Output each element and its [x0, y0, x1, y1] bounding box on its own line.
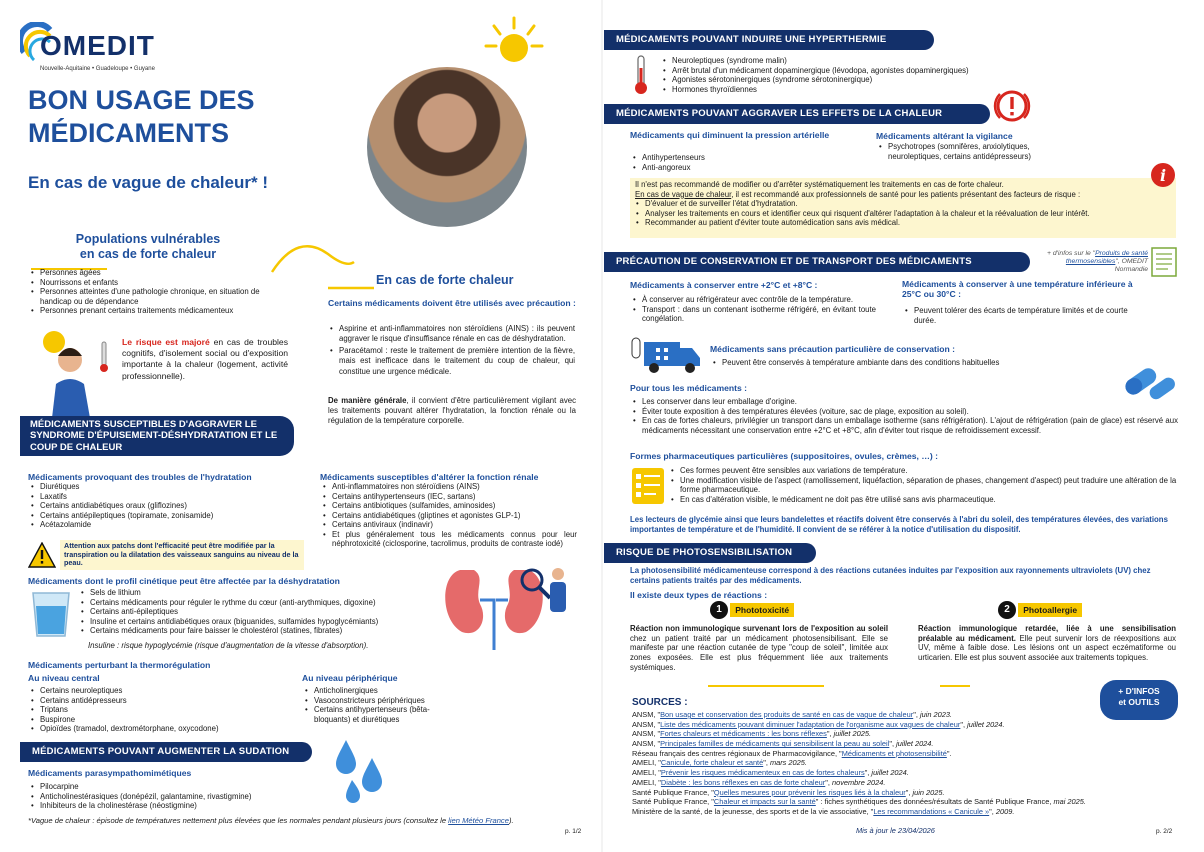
source-date: juillet 2024.	[871, 768, 909, 778]
source-suffix: ",	[889, 739, 897, 749]
photoallergy-desc: Elle peut survenir lors de réexpositions aux UV, même à faible dose. Les lésions ont un aspect eczématiforme ou urticarien. Elle est plus souvent associée aux traitements topiques.	[918, 633, 1176, 663]
source-prefix: ANSM, "	[632, 739, 661, 749]
source-date: juillet 2024.	[896, 739, 934, 749]
source-suffix: " : fiches synthétiques des données/résultats de Santé Publique France,	[815, 797, 1054, 807]
phototoxicity-text	[630, 624, 888, 673]
sweat-drops-icon	[330, 738, 394, 808]
footnote	[28, 816, 514, 825]
list-item: • Inhibiteurs de la cholinestérase (néostigmine)	[30, 801, 330, 811]
page-number-2: p. 2/2	[1156, 828, 1173, 835]
central-title: Au niveau central	[28, 673, 100, 683]
alert-circle-icon	[992, 86, 1032, 126]
insulin-note: Insuline : risque hypoglycémie (risque d'augmentation de la vitesse d'absorption).	[88, 641, 369, 650]
forms-list	[670, 466, 1178, 504]
list-item: • Laxatifs	[30, 492, 290, 502]
list-item: • Analyser les traitements en cours et identifier ceux qui risquent d'altérer l'adaptation à la chaleur et la réévaluation de leur intérêt.	[635, 209, 1171, 219]
list-item: • En cas d'altération visible, le médicament ne doit pas être utilisé sans avis pharmaceutique.	[670, 495, 1178, 505]
source-link[interactable]: Les recommandations « Canicule »	[873, 806, 990, 816]
vulnerable-title-1: Populations vulnérables	[75, 232, 221, 246]
peripheral-title: Au niveau périphérique	[302, 673, 398, 683]
list-item: • D'évaluer et de surveiller l'état d'hydratation.	[635, 199, 1171, 209]
medical-delivery-truck-icon	[630, 336, 702, 376]
list-item: • Certains antihypertenseurs (IEC, sartans)	[322, 492, 577, 502]
list-item: • Diurétiques	[30, 482, 290, 492]
pa-title: Médicaments qui diminuent la pression artérielle	[630, 130, 830, 140]
warning-icon	[28, 542, 56, 568]
source-suffix: ",	[905, 787, 913, 797]
source-prefix: AMELI, "	[632, 768, 661, 778]
source-link[interactable]: Bon usage et conservation des produits de santé en cas de vague de chaleur	[660, 710, 914, 719]
list-item: • Recommander au patient d'éviter toute automédication sans avis médical.	[635, 218, 1171, 228]
source-prefix: Santé Publique France, "	[632, 797, 714, 807]
list-item: • Anti-inflammatoires non stéroïdiens (AINS)	[322, 482, 577, 492]
list-item: • Paracétamol : reste le traitement de première intention de la fièvre, mais est inefficace dans le traitement du coup de chaleur, qui constitue une urgence médicale.	[329, 346, 575, 376]
source-item	[632, 729, 1180, 739]
list-item: • Agonistes sérotoninergiques (syndrome sérotoninergique)	[662, 75, 1082, 85]
kidneys-icon	[440, 560, 570, 650]
source-prefix: ANSM, "	[632, 729, 661, 739]
kinetic-title: Médicaments dont le profil cinétique peut être affectée par la déshydratation	[28, 576, 340, 586]
peripheral-list	[304, 686, 464, 724]
infos-pre: + d'infos sur le "	[1046, 250, 1096, 257]
list-item: • En cas de fortes chaleurs, privilégier un transport dans un emballage isotherme (sans réfrigération). L'ajout de réfrigération (pain de glace) est réservé aux médicaments nécessitant une conservation entre +2°C et +8°C, afin d'éviter tout risque de refroidissement excessif.	[632, 416, 1178, 435]
source-date: juillet 2024.	[967, 719, 1005, 729]
photo-types-title: Il existe deux types de réactions :	[630, 590, 768, 600]
vigilance-title: Médicaments altérant la vigilance	[876, 131, 1013, 141]
photoallergy-bold: Réaction immunologique retardée, liée à une sensibilisation préalable au médicament.	[918, 624, 1176, 643]
source-link[interactable]: Médicaments et photosensibilité	[841, 748, 947, 758]
list-item: • Certains médicaments pour faire baisser le cholestérol (statines, fibrates)	[80, 626, 440, 636]
source-link[interactable]: Liste des médicaments pouvant diminuer l'adaptation de l'organisme aux vagues de chaleur	[660, 719, 961, 729]
more-info-line-2: et OUTILS	[1118, 697, 1160, 708]
list-item: • Certains antiviraux (indinavir)	[322, 520, 577, 530]
list-item: • Peuvent être conservés à température ambiante dans des conditions habituelles	[712, 358, 1132, 368]
thermosensible-info	[1040, 250, 1148, 274]
updated-date: Mis à jour le 23/04/2026	[856, 826, 935, 835]
list-item: • Anticholinergiques	[304, 686, 464, 696]
list-item: • Antihypertenseurs	[632, 153, 852, 163]
kinetic-list	[80, 588, 440, 636]
list-item: • Et plus généralement tous les médicaments connus pour leur néphrotoxicité (ciclosporine, tacrolimus, produits de contraste iodé)	[322, 530, 577, 549]
list-item: • Buspirone	[30, 715, 290, 725]
glass-of-water-icon	[30, 590, 72, 638]
list-item: • Pilocarpine	[30, 782, 330, 792]
source-item	[632, 797, 1180, 807]
thermo-title: Médicaments perturbant la thermorégulation	[28, 660, 211, 670]
more-info-line-1: + D'INFOS	[1118, 686, 1160, 696]
hydration-title: Médicaments provoquant des troubles de l'hydratation	[28, 472, 252, 482]
list-item: • Transport : dans un contenant isotherme réfrigéré, en évitant toute congélation.	[632, 305, 876, 324]
hydration-list	[30, 482, 290, 530]
source-date: juin 2025.	[912, 787, 945, 797]
logo-name: OMEDIT	[40, 30, 155, 61]
list-item: • Arrêt brutal d'un médicament dopaminergique (lévodopa, agonistes dopaminergiques)	[662, 66, 1082, 76]
ambient-list	[904, 306, 1144, 325]
aggraver-section-bar: MÉDICAMENTS POUVANT AGGRAVER LES EFFETS DE LA CHALEUR	[604, 104, 990, 124]
no-precaution-list	[712, 358, 1132, 368]
info-list	[635, 199, 1171, 228]
source-item	[632, 788, 1180, 798]
list-item: • Certains anti-épileptiques	[80, 607, 440, 617]
precaution-section-bar: PRÉCAUTION DE CONSERVATION ET DE TRANSPORT DES MÉDICAMENTS	[604, 252, 1030, 272]
info-icon	[1150, 162, 1176, 188]
forte-chaleur-general	[328, 396, 576, 426]
phototoxicity-label: Phototoxicité	[730, 603, 794, 618]
all-meds-title: Pour tous les médicaments :	[630, 383, 748, 393]
source-link[interactable]: Principales familles de médicaments qui sensibilisent la peau au soleil	[660, 739, 890, 749]
list-item: • Vasoconstricteurs périphériques	[304, 696, 464, 706]
source-item	[632, 778, 1180, 788]
number-badge-2: 2	[998, 601, 1016, 619]
list-item: • Certains neuroleptiques	[30, 686, 290, 696]
list-item: • Insuline et certains antidiabétiques oraux (biguanides, sulfamides hypoglycémiants)	[80, 617, 440, 627]
page-separator	[601, 0, 603, 852]
list-item: • Anti-angoreux	[632, 163, 852, 173]
meteo-france-link[interactable]: lien Météo France	[448, 816, 509, 825]
hyperthermie-section-bar: MÉDICAMENTS POUVANT INDUIRE UNE HYPERTHERMIE	[604, 30, 934, 50]
sudation-list	[30, 782, 330, 811]
vulnerable-list	[30, 268, 275, 316]
source-prefix: AMELI, "	[632, 777, 661, 787]
source-link[interactable]: Fortes chaleurs et médicaments : les bons réflexes	[660, 729, 827, 739]
list-item: • Certains antidiabétiques (gliptines et agonistes GLP-1)	[322, 511, 577, 521]
footnote-end: ).	[508, 816, 514, 825]
woman-in-heat-photo	[367, 67, 527, 227]
source-prefix: ANSM, "	[632, 710, 661, 719]
list-item: • À conserver au réfrigérateur avec contrôle de la température.	[632, 295, 876, 305]
list-item: • Certains antihypertenseurs (bêta-bloquants) et diurétiques	[304, 705, 464, 724]
title-line-2: MÉDICAMENTS	[28, 117, 229, 148]
source-date: mars 2025.	[769, 758, 807, 768]
source-prefix: Santé Publique France, "	[632, 787, 714, 797]
recommendation-box	[630, 178, 1176, 238]
source-suffix: ".	[946, 748, 952, 758]
warning-text: Attention aux patchs dont l'efficacité peut être modifiée par la transpiration ou la dilatation des vaisseaux sanguins au niveau de la peau.	[60, 540, 304, 570]
thermometer-icon	[632, 54, 650, 96]
vigilance-list	[878, 142, 1068, 161]
general-text: , il convient d'être particulièrement vigilant avec les traitements pouvant altérer l'hydratation, la fonction rénale ou la régulation de la température corporelle.	[328, 396, 576, 426]
number-badge-1: 1	[710, 601, 728, 619]
ambient-title: Médicaments à conserver à une température inférieure à 25°C ou 30°C :	[902, 279, 1133, 299]
curved-arrow-icon	[268, 236, 378, 292]
source-item	[632, 749, 1180, 759]
source-date: novembre 2024.	[832, 777, 886, 787]
phototoxicity-desc: chez un patient traité par un médicament photosensibilisant. Elle se manifeste par une réaction cutanée de type "coup de soleil", limitée aux zones exposées. Elle est plus fréquemment liée aux traitements systémiques.	[630, 633, 888, 672]
list-item: • Certains antidépresseurs	[30, 696, 290, 706]
page-number-1: p. 1/2	[565, 828, 582, 835]
list-item: • Hormones thyroïdiennes	[662, 85, 1082, 95]
source-suffix: ",	[825, 777, 832, 787]
list-item: • Éviter toute exposition à des températures élevées (voiture, sac de plage, exposition au soleil).	[632, 407, 1178, 417]
source-date: 2009.	[995, 806, 1015, 816]
yellow-divider-1	[708, 685, 824, 687]
forms-title: Formes pharmaceutiques particulières (suppositoires, ovules, crèmes, …) :	[630, 451, 939, 461]
source-suffix: ",	[763, 758, 770, 768]
footnote-text: *Vague de chaleur : épisode de températures nettement plus élevées que les normales pendant plusieurs jours (consultez le	[28, 816, 449, 825]
source-suffix: ",	[960, 719, 968, 729]
photoallergy-text	[918, 624, 1176, 663]
info-line-2	[635, 190, 1171, 200]
list-item: • Aspirine et anti-inflammatoires non stéroïdiens (AINS) : ils peuvent aggraver le risque d'insuffisance rénale en cas de déshydratation.	[329, 324, 575, 344]
list-item: • Sels de lithium	[80, 588, 440, 598]
source-item	[632, 720, 1180, 730]
list-item: • Personnes prenant certains traitements médicamenteux	[30, 306, 275, 316]
list-item: • Neuroleptiques (syndrome malin)	[662, 56, 1082, 66]
sources-list	[632, 710, 1180, 817]
source-link[interactable]: Prévenir les risques médicamenteux en cas de fortes chaleurs	[660, 768, 865, 778]
source-item	[632, 710, 1180, 720]
pills-icon	[1118, 360, 1176, 402]
forte-chaleur-list	[329, 324, 575, 377]
source-date: juin 2023.	[919, 710, 952, 719]
risk-bold: Le risque est majoré	[122, 337, 210, 347]
source-prefix: Réseau français des centres régionaux de Pharmacovigilance, "	[632, 748, 842, 758]
list-item: • Personnes âgées	[30, 268, 275, 278]
pa-list	[632, 153, 852, 172]
renal-list	[322, 482, 577, 549]
source-link[interactable]: Quelles mesures pour prévenir les risques liés à la chaleur	[713, 787, 906, 797]
document-icon	[1150, 246, 1178, 278]
infos-post: ", OMEDIT Normandie	[1114, 258, 1148, 274]
list-item: • Anticholinestérasiques (donépézil, galantamine, rivastigmine)	[30, 792, 330, 802]
syndrome-section-bar: MÉDICAMENTS SUSCEPTIBLES D'AGGRAVER LE SYNDROME D'ÉPUISEMENT-DÉSHYDRATATION ET LE COUP DE CHALEUR	[20, 416, 294, 456]
sources-title: SOURCES :	[632, 697, 688, 708]
general-bold: De manière générale	[328, 396, 407, 405]
source-item	[632, 739, 1180, 749]
source-suffix: ",	[864, 768, 872, 778]
forte-chaleur-intro: Certains médicaments doivent être utilisés avec précaution :	[328, 298, 576, 308]
list-item: • Nourrissons et enfants	[30, 278, 275, 288]
info-line-2-text: , il est recommandé aux professionnels de santé pour les patients présentant des facteurs de risque :	[731, 189, 1081, 199]
sudation-title: Médicaments parasympathomimétiques	[28, 768, 192, 778]
list-item: • Certains antiépileptiques (topiramate, zonisamide)	[30, 511, 290, 521]
photoallergy-header	[998, 601, 1082, 619]
checklist-icon	[630, 466, 666, 506]
no-precaution-title: Médicaments sans précaution particulière de conservation :	[710, 344, 955, 354]
info-line-1: Il n'est pas recommandé de modifier ou d'arrêter systématiquement les traitements en cas de forte chaleur.	[635, 180, 1004, 189]
page-title	[28, 84, 255, 150]
thermosensible-link[interactable]: Produits de santé thermosensibles	[1065, 250, 1148, 266]
list-item: • Une modification visible de l'aspect (ramollissement, liquéfaction, séparation de phases, changement d'aspect) peut traduire une altération de la forme pharmaceutique.	[670, 476, 1178, 495]
sun-icon	[484, 14, 544, 74]
person-heat-icon	[24, 326, 116, 418]
source-prefix: AMELI, "	[632, 758, 661, 768]
source-prefix: ANSM, "	[632, 719, 661, 729]
source-date: juillet 2025.	[833, 729, 871, 739]
phototoxicity-header	[710, 601, 794, 619]
source-suffix: ",	[826, 729, 834, 739]
list-item: • Triptans	[30, 705, 290, 715]
source-link[interactable]: Diabète : les bons réflexes en cas de forte chaleur	[660, 777, 826, 787]
vulnerable-title	[48, 232, 248, 262]
list-item: • Les conserver dans leur emballage d'origine.	[632, 397, 1178, 407]
photosensibilisation-section-bar: RISQUE DE PHOTOSENSIBILISATION	[604, 543, 816, 563]
list-item: • Certains antidiabétiques oraux (gliflozines)	[30, 501, 290, 511]
source-date: mai 2025.	[1053, 797, 1086, 807]
page-subtitle: En cas de vague de chaleur* !	[28, 173, 268, 192]
source-link[interactable]: Chaleur et impacts sur la santé	[713, 797, 816, 807]
source-suffix: ",	[989, 806, 996, 816]
renal-title: Médicaments susceptibles d'altérer la fonction rénale	[320, 472, 539, 482]
cold-title: Médicaments à conserver entre +2°C et +8°C :	[630, 280, 818, 290]
risk-paragraph	[122, 337, 288, 382]
source-link[interactable]: Canicule, forte chaleur et santé	[660, 758, 764, 768]
source-suffix: ",	[913, 710, 920, 719]
photo-intro: La photosensibilité médicamenteuse correspond à des réactions cutanées induites par l'exposition aux rayonnements ultraviolets (UV) chez certains patients traités par des médicaments.	[630, 566, 1151, 585]
title-line-1: BON USAGE DES	[28, 85, 255, 115]
risk-text: en cas de troubles cognitifs, d'isolement social ou d'exposition importante à la chaleur (logement, activité professionnelle).	[122, 337, 288, 381]
list-item: • Certains médicaments pour réguler le rythme du cœur (anti-arythmiques, digoxine)	[80, 598, 440, 608]
glycemia-note: Les lecteurs de glycémie ainsi que leurs bandelettes et réactifs doivent être conservés à l'abri du soleil, des températures élevées, des variations importantes de température et de l'humidité. Il convient de se référer à la notice d'utilisation du dispositif.	[630, 515, 1168, 534]
source-item	[632, 758, 1180, 768]
central-list	[30, 686, 290, 734]
info-line-2-underlined: En cas de vague de chaleur	[635, 189, 732, 199]
yellow-divider-2	[940, 685, 970, 687]
svg-text:i: i	[1159, 166, 1167, 185]
list-item: • Personnes atteintes d'une pathologie chronique, en situation de handicap ou de dépendance	[30, 287, 275, 306]
list-item: • Psychotropes (somnifères, anxiolytiques, neuroleptiques, certains antidépresseurs)	[878, 142, 1068, 161]
phototoxicity-bold: Réaction non immunologique survenant lors de l'exposition au soleil	[630, 624, 888, 633]
list-item: • Acétazolamide	[30, 520, 290, 530]
vulnerable-title-2: en cas de forte chaleur	[79, 247, 217, 261]
photoallergy-label: Photoallergie	[1018, 603, 1082, 618]
forte-chaleur-title: En cas de forte chaleur	[376, 273, 514, 287]
patch-warning	[28, 540, 306, 570]
cold-list	[632, 295, 876, 324]
list-item: • Certains antibiotiques (sulfamides, aminosides)	[322, 501, 577, 511]
sudation-section-bar: MÉDICAMENTS POUVANT AUGMENTER LA SUDATION	[20, 742, 312, 762]
source-prefix: Ministère de la santé, de la jeunesse, des sports et de la vie associative, "	[632, 806, 874, 816]
omedit-logo	[20, 22, 195, 72]
source-item	[632, 768, 1180, 778]
logo-tagline: Nouvelle-Aquitaine • Guadeloupe • Guyane	[40, 66, 155, 72]
source-item	[632, 807, 1180, 817]
list-item: • Peuvent tolérer des écarts de température limités et de courte durée.	[904, 306, 1144, 325]
list-item: • Ces formes peuvent être sensibles aux variations de température.	[670, 466, 1178, 476]
all-meds-list	[632, 397, 1178, 435]
list-item: • Opioïdes (tramadol, dextrométorphane, oxycodone)	[30, 724, 290, 734]
